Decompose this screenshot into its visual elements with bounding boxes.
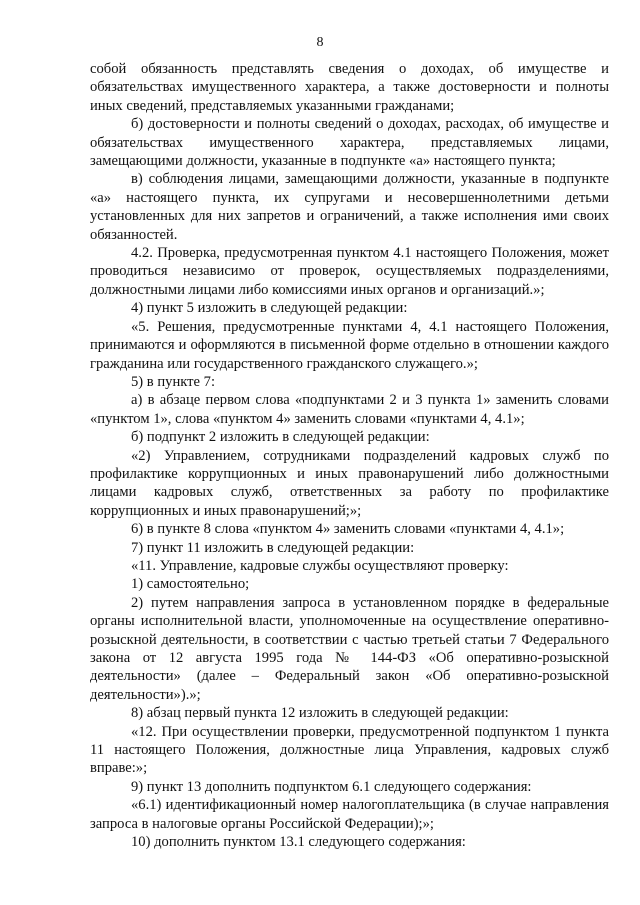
paragraph-amendment-5-b: б) подпункт 2 изложить в следующей редакции: xyxy=(131,429,430,446)
document-body xyxy=(90,60,609,851)
paragraph-item-b: б) достоверности и полноты сведений о доходах, расходах, об имуществе и обязательствах имущественного характера, представляемых лицами, замещающими должности, указанные в подпункте «а» настоящего пункта; xyxy=(90,116,609,170)
paragraph-clause-11-item-1: 1) самостоятельно; xyxy=(131,576,250,593)
paragraph-clause-12-quote: «12. При осуществлении проверки, предусмотренной подпунктом 1 пункта 11 настоящего Положения, должностные лица Управления, кадровых служб вправе:»; xyxy=(90,723,609,777)
paragraph-amendment-6: 6) в пункте 8 слова «пунктом 4» заменить словами «пунктами 4, 4.1»; xyxy=(131,521,565,538)
paragraph-clause-4-2: 4.2. Проверка, предусмотренная пунктом 4.1 настоящего Положения, может проводиться независимо от проверок, осуществляемых подразделениями, должностными лицами либо комиссиями иных органов и организаций.»; xyxy=(90,245,609,298)
paragraph-amendment-5-a: а) в абзаце первом слова «подпунктами 2 и 3 пункта 1» заменить словами «пунктом 1», слова «пунктом 4» заменить словами «пунктами 4, 4.1»; xyxy=(90,392,609,427)
paragraph-amendment-10: 10) дополнить пунктом 13.1 следующего содержания: xyxy=(131,834,466,851)
paragraph-amendment-7: 7) пункт 11 изложить в следующей редакции: xyxy=(131,539,415,556)
paragraph-clause-11-quote: «11. Управление, кадровые службы осуществляют проверку: xyxy=(131,557,509,574)
page-number: 8 xyxy=(316,35,324,50)
paragraph-amendment-9: 9) пункт 13 дополнить подпунктом 6.1 следующего содержания: xyxy=(131,778,532,795)
paragraph-clause-5-quote: «5. Решения, предусмотренные пунктами 4, 4.1 настоящего Положения, принимаются и оформляются в письменной форме отдельно в отношении каждого гражданина или государственного гражданского служащего.»; xyxy=(90,318,609,372)
paragraph-subclause-6-1-quote: «6.1) идентификационный номер налогоплательщика (в случае направления запроса в налоговые органы Российской Федерации);»; xyxy=(90,797,609,832)
paragraph-amendment-8: 8) абзац первый пункта 12 изложить в следующей редакции: xyxy=(131,705,509,722)
paragraph-subclause-2-quote: «2) Управлением, сотрудниками подразделений кадровых служб по профилактике коррупционных и иных правонарушений либо должностными лицами кадровых служб, ответственных за работу по профилактике коррупционных и иных правонарушений;»; xyxy=(90,447,609,519)
paragraph-continuation: собой обязанность представлять сведения о доходах, об имуществе и обязательствах имущественного характера, а также достоверности и полноты иных сведений, представляемых указанными гражданами; xyxy=(90,61,609,114)
paragraph-item-v: в) соблюдения лицами, замещающими должности, указанные в подпункте «а» настоящего пункта, их супругами и несовершеннолетними детьми установленных для них запретов и ограничений, а также исполнения ими своих обязанностей. xyxy=(90,171,609,243)
paragraph-clause-11-item-2: 2) путем направления запроса в установленном порядке в федеральные органы исполнительной власти, уполномоченные на осуществление оперативно-розыскной деятельности, в соответствии с частью третьей статьи 7 Федерального закона от 12 августа 1995 года № 144-ФЗ «Об оперативно-розыскной деятельности» (далее – Федеральный закон «Об оперативно-розыскной деятельности»).»; xyxy=(90,594,609,703)
paragraph-amendment-4: 4) пункт 5 изложить в следующей редакции: xyxy=(131,300,408,317)
paragraph-amendment-5: 5) в пункте 7: xyxy=(131,373,216,390)
